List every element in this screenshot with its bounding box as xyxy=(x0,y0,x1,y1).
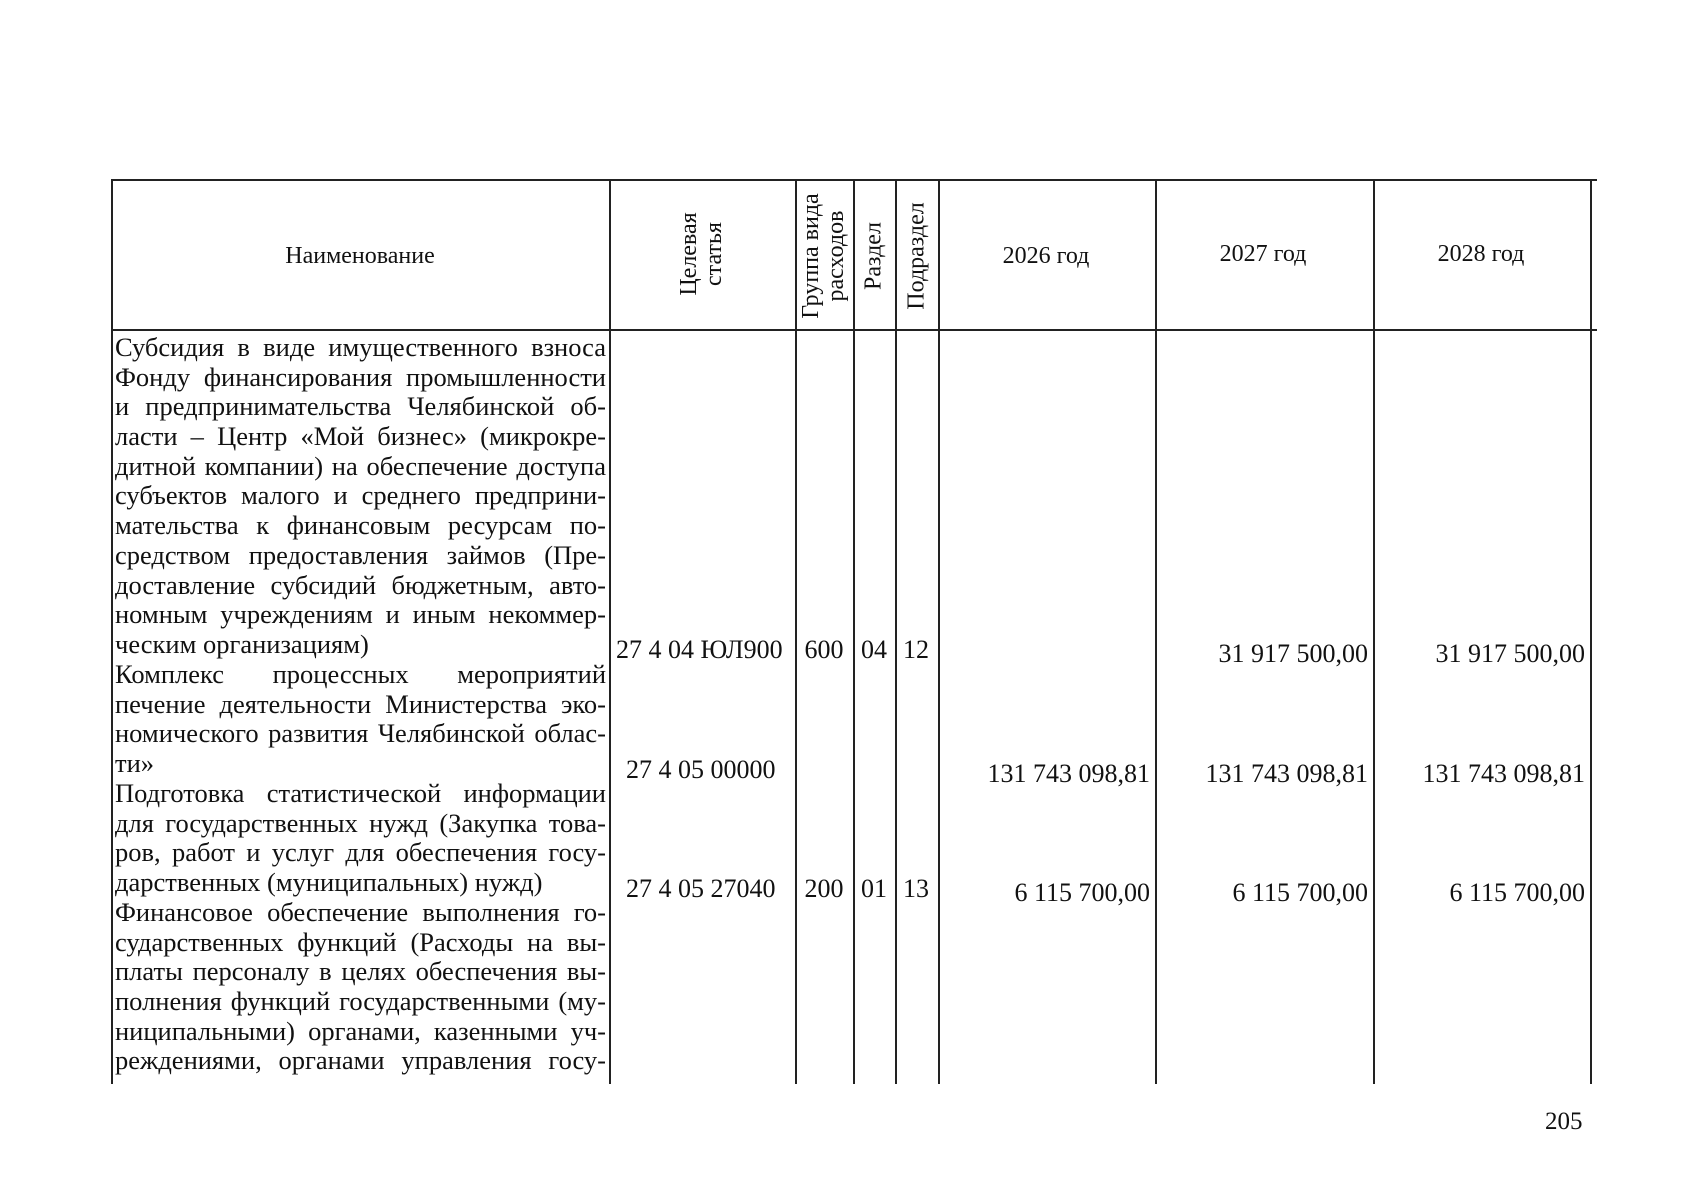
table-col-border xyxy=(938,179,940,1084)
row-expense-group: 200 xyxy=(804,874,844,903)
table-col-border xyxy=(895,179,897,1084)
name-line: доставление субсидий бюджетным, авто- xyxy=(115,570,606,600)
name-line: ти» xyxy=(115,749,155,779)
name-line: средством предоставления займов (Пре- xyxy=(115,540,606,570)
row-value-2027: 6 115 700,00 xyxy=(1232,878,1368,907)
row-subsection: 12 xyxy=(903,635,929,664)
page-number: 205 xyxy=(1545,1108,1583,1135)
name-line: дитной компании) на обеспечение доступа xyxy=(115,451,606,481)
name-line: мательства к финансовым ресурсам по- xyxy=(115,511,606,541)
name-line: номным учреждениям и иным некоммер- xyxy=(115,600,606,630)
name-line: номического развития Челябинской облас- xyxy=(115,719,606,749)
row-expense-group: 600 xyxy=(804,635,844,664)
name-line: полнения функций государственными (му- xyxy=(115,987,606,1017)
header-target-article: Целевая статья xyxy=(675,212,727,296)
header-section: Раздел xyxy=(860,222,887,290)
name-line: субъектов малого и среднего предприни- xyxy=(115,481,606,511)
row-target-article: 27 4 04 ЮЛ900 xyxy=(616,635,783,664)
row-target-article: 27 4 05 00000 xyxy=(626,755,776,784)
name-line: ров, работ и услуг для обеспечения госу- xyxy=(115,838,606,868)
row-section: 01 xyxy=(861,874,887,903)
header-expense-group: Группа вида расходов xyxy=(797,193,849,319)
table-col-border xyxy=(1155,179,1157,1084)
header-year-2026: 2026 год xyxy=(1002,243,1090,269)
table-col-border xyxy=(795,179,797,1084)
name-line: для государственных нужд (Закупка това- xyxy=(115,808,606,838)
name-line: и предпринимательства Челябинской об- xyxy=(115,392,606,422)
name-line: ческим организациям) xyxy=(115,629,369,659)
header-year-2027: 2027 год xyxy=(1219,241,1307,267)
table-col-border xyxy=(853,179,855,1084)
header-name: Наименование xyxy=(285,243,435,269)
row-value-2026: 6 115 700,00 xyxy=(1014,878,1150,907)
name-line: дарственных (муниципальных) нужд) xyxy=(115,868,543,898)
name-line: печение деятельности Министерства эко- xyxy=(115,689,606,719)
row-value-2026: 131 743 098,81 xyxy=(987,759,1150,788)
row-name xyxy=(115,779,606,898)
name-line: Субсидия в виде имущественного взноса xyxy=(115,333,606,362)
name-line: ласти – Центр «Мой бизнес» (микрокре- xyxy=(115,422,606,452)
row-name xyxy=(115,333,606,660)
table-col-border xyxy=(1373,179,1375,1084)
name-line: платы персоналу в целях обеспечения вы- xyxy=(115,957,606,987)
row-value-2028: 131 743 098,81 xyxy=(1422,759,1585,788)
name-line: реждениями, органами управления госу- xyxy=(115,1046,606,1076)
row-target-article: 27 4 05 27040 xyxy=(626,874,776,903)
name-line: Комплекс процессных мероприятий xyxy=(115,660,606,689)
row-value-2028: 6 115 700,00 xyxy=(1449,878,1585,907)
table-col-border xyxy=(1590,179,1592,1084)
row-name xyxy=(115,660,606,779)
name-line: Фонду финансирования промышленности xyxy=(115,362,606,392)
name-line: Подготовка статистической информации xyxy=(115,779,606,808)
name-line: сударственных функций (Расходы на вы- xyxy=(115,927,606,957)
row-value-2027: 31 917 500,00 xyxy=(1218,639,1368,668)
row-value-2028: 31 917 500,00 xyxy=(1435,639,1585,668)
name-line: ниципальными) органами, казенными уч- xyxy=(115,1016,606,1046)
row-section: 04 xyxy=(861,635,887,664)
row-name xyxy=(115,898,606,1076)
header-subsection: Подраздел xyxy=(903,202,930,310)
name-line: Финансовое обеспечение выполнения го- xyxy=(115,898,606,927)
table-col-border xyxy=(111,179,113,1084)
table-col-border xyxy=(609,179,611,1084)
row-value-2027: 131 743 098,81 xyxy=(1205,759,1368,788)
header-year-2028: 2028 год xyxy=(1437,241,1525,267)
row-subsection: 13 xyxy=(903,874,929,903)
